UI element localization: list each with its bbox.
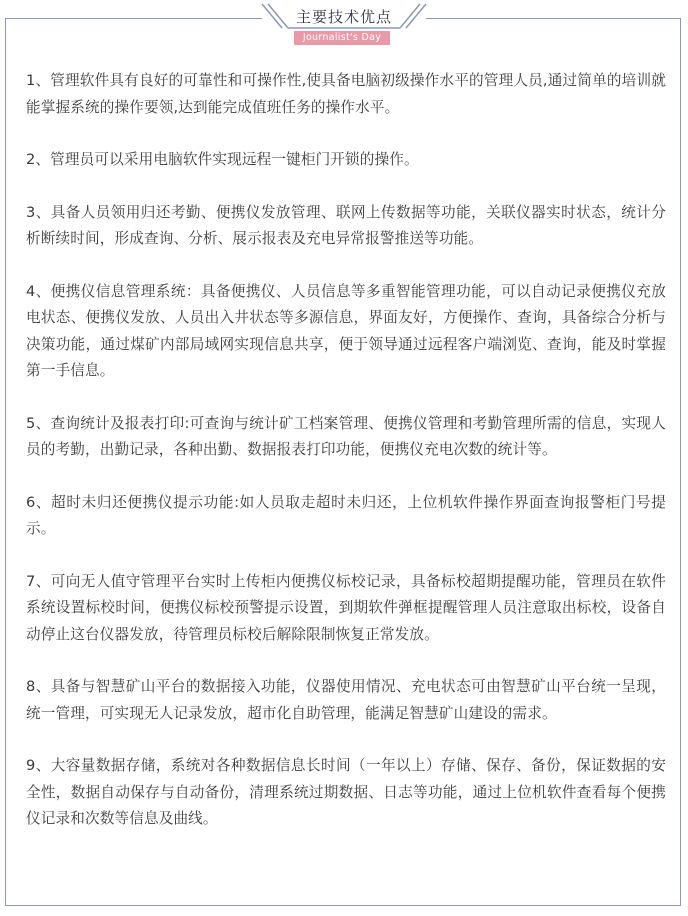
advantages-list xyxy=(26,68,666,859)
advantage-item-1: 1、管理软件具有良好的可靠性和可操作性,使具备电脑初级操作水平的管理人员,通过简单的培训就能掌握系统的操作要领,达到能完成值班任务的操作水平。 xyxy=(26,72,666,116)
advantage-item-2: 2、管理员可以采用电脑软件实现远程一键柜门开锁的操作。 xyxy=(26,151,419,168)
advantage-item-5: 5、查询统计及报表打印:可查询与统计矿工档案管理、便携仪管理和考勤管理所需的信息，实现人员的考勤，出勤记录，各种出勤、数据报表打印功能，便携仪充电次数的统计等。 xyxy=(26,414,666,458)
advantage-item-9: 9、大容量数据存储，系统对各种数据信息长时间（一年以上）存储、保存、备份，保证数据的安全性，数据自动保存与自动备份，清理系统过期数据、日志等功能，通过上位机软件查看每个便携仪记录和次数等信息及曲线。 xyxy=(26,757,666,827)
advantage-item-3: 3、具备人员领用归还考勤、便携仪发放管理、联网上传数据等功能，关联仪器实时状态，统计分析断续时间，形成查询、分析、展示报表及充电异常报警推送等功能。 xyxy=(26,203,666,247)
advantage-item-7: 7、可向无人值守管理平台实时上传柜内便携仪标校记录，具备标校超期提醒功能，管理员在软件系统设置标校时间，便携仪标校预警提示设置，到期软件弹框提醒管理人员注意取出标校，设备自动停止这台仪器发放，待管理员标校后解除限制恢复正常发放。 xyxy=(26,572,666,643)
journalists-day-badge: Journalist's Day xyxy=(294,31,390,45)
advantage-item-6: 6、超时未归还便携仪提示功能:如人员取走超时未归还，上位机软件操作界面查询报警柜门号提示。 xyxy=(26,493,666,537)
advantage-item-4: 4、便携仪信息管理系统：具备便携仪、人员信息等多重智能管理功能，可以自动记录便携仪充放电状态、便携仪发放、人员出入井状态等多源信息，界面友好，方便操作、查询，具备综合分析与决策功能，通过煤矿内部局域网实现信息共享，便于领导通过远程客户端浏览、查询，能及时掌握第一手信息。 xyxy=(26,282,666,379)
advantage-item-8: 8、具备与智慧矿山平台的数据接入功能，仪器使用情况、充电状态可由智慧矿山平台统一呈现，统一管理，可实现无人记录发放，超市化自助管理，能满足智慧矿山建设的需求。 xyxy=(26,678,666,722)
section-header xyxy=(0,0,688,56)
page-title: 主要技术优点 xyxy=(295,8,392,26)
